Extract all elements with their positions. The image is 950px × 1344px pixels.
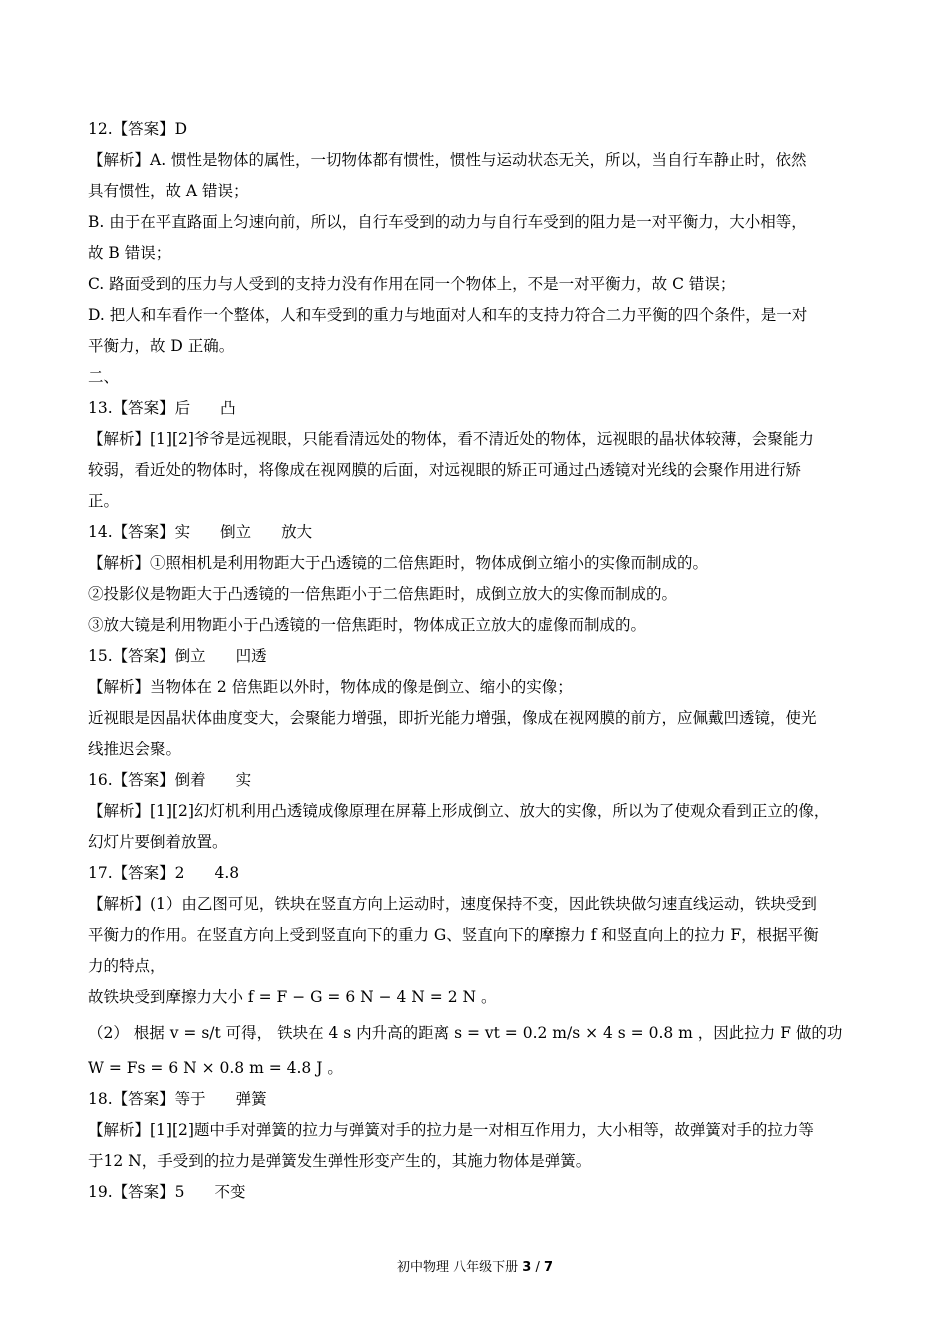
text-line: 【解析】(1）由乙图可见，铁块在竖直方向上运动时，速度保持不变，因此铁块做匀速直线运动，铁块受到 <box>88 895 817 913</box>
text-line: D. 把人和车看作一个整体，人和车受到的重力与地面对人和车的支持力符合二力平衡的四个条件，是一对 <box>88 306 808 324</box>
text-line: 具有惯性，故 A 错误； <box>88 182 249 200</box>
text-line: 近视眼是因晶状体曲度变大，会聚能力增强，即折光能力增强，像成在视网膜的前方，应佩戴凹透镜，使光 <box>88 709 817 727</box>
formula-line: W = Fs = 6 N × 0.8 m = 4.8 J 。 <box>88 1059 343 1077</box>
text-line: 幻灯片要倒着放置。 <box>88 833 228 851</box>
text-line: 故 B 错误； <box>88 244 172 262</box>
text-line: 平衡力，故 D 正确。 <box>88 337 235 355</box>
footer-separator: / <box>531 1260 544 1275</box>
page-footer <box>0 1256 950 1275</box>
formula-line: （2） 根据 v = s/t 可得， 铁块在 4 s 内升高的距离 s = vt = 0.2 m/s × 4 s = 0.8 m ，因此拉力 F 做的功 <box>88 1024 843 1042</box>
text-line: 【解析】A. 惯性是物体的属性，一切物体都有惯性，惯性与运动状态无关，所以，当自行车静止时，依然 <box>88 151 807 169</box>
document-body <box>88 114 866 1208</box>
text-line: C. 路面受到的压力与人受到的支持力没有作用在同一个物体上，不是一对平衡力，故 C 错误； <box>88 275 736 293</box>
text-line: 12.【答案】D <box>88 120 188 138</box>
text-line: 于12 N，手受到的拉力是弹簧发生弹性形变产生的，其施力物体是弹簧。 <box>88 1152 592 1170</box>
answer-line: 18.【答案】等于 弹簧 <box>88 1090 267 1108</box>
text-line: ②投影仪是物距大于凸透镜的一倍焦距小于二倍焦距时，成倒立放大的实像而制成的。 <box>88 585 678 603</box>
answer-line: 15.【答案】倒立 凹透 <box>88 647 267 665</box>
text-line: 【解析】[1][2]爷爷是远视眼，只能看清远处的物体，看不清近处的物体，远视眼的晶状体较薄，会聚能力 <box>88 430 814 448</box>
text-line: 【解析】当物体在 2 倍焦距以外时，物体成的像是倒立、缩小的实像； <box>88 678 573 696</box>
answer-line: 16.【答案】倒着 实 <box>88 771 252 789</box>
text-line: 力的特点， <box>88 957 166 975</box>
text-line: 较弱，看近处的物体时，将像成在视网膜的后面，对远视眼的矫正可通过凸透镜对光线的会聚作用进行矫 <box>88 461 802 479</box>
text-line: 【解析】①照相机是利用物距大于凸透镜的二倍焦距时，物体成倒立缩小的实像而制成的。 <box>88 554 709 572</box>
text-line: 平衡力的作用。在竖直方向上受到竖直向下的重力 G、竖直向下的摩擦力 f 和竖直向上的拉力 F，根据平衡 <box>88 926 819 944</box>
formula-line: 故铁块受到摩擦力大小 f = F − G = 6 N − 4 N = 2 N 。 <box>88 988 497 1006</box>
footer-subject: 初中物理 八年级下册 <box>396 1260 519 1275</box>
text-line: 【解析】[1][2]幻灯机利用凸透镜成像原理在屏幕上形成倒立、放大的实像，所以为了使观众看到正立的像， <box>88 802 830 820</box>
text-line: ③放大镜是利用物距小于凸透镜的一倍焦距时，物体成正立放大的虚像而制成的。 <box>88 616 647 634</box>
answer-line: 14.【答案】实 倒立 放大 <box>88 523 313 541</box>
text-line: 【解析】[1][2]题中手对弹簧的拉力与弹簧对手的拉力是一对相互作用力，大小相等，故弹簧对手的拉力等 <box>88 1121 814 1139</box>
text-line: 正。 <box>88 492 120 510</box>
answer-line: 19.【答案】5 不变 <box>88 1183 246 1201</box>
footer-page-total: 7 <box>543 1260 554 1275</box>
answer-line: 13.【答案】后 凸 <box>88 399 236 417</box>
footer-page-number: 3 <box>522 1260 532 1275</box>
answer-line: 17.【答案】2 4.8 <box>88 864 240 882</box>
text-line: B. 由于在平直路面上匀速向前，所以，自行车受到的动力与自行车受到的阻力是一对平衡力，大小相等， <box>88 213 807 231</box>
section-heading: 二、 <box>88 368 120 386</box>
text-line: 线推迟会聚。 <box>88 740 182 758</box>
